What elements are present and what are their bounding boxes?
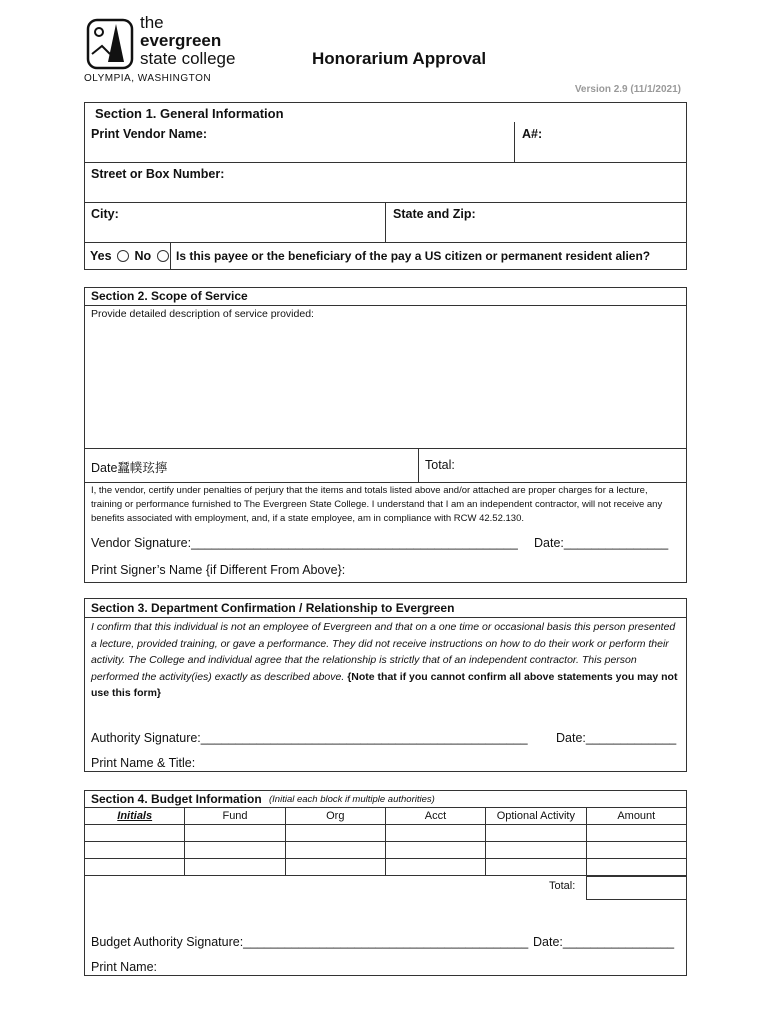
vendor-certification-text: I, the vendor, certify under penalties of perjury that the items and totals listed above and/or attached are proper charges for a lecture, training or performance furnished to The Evergreen State College. I understand that I am an independent contractor, will not receive any benefits associated with employment, and, if a state employee, am in compliance with RCW 42.52.130. bbox=[91, 485, 663, 524]
yes-radio[interactable] bbox=[117, 250, 129, 262]
no-label: No bbox=[134, 249, 152, 263]
org-cell[interactable] bbox=[285, 842, 385, 859]
column-header-org: Org bbox=[285, 808, 385, 825]
initials-cell[interactable] bbox=[85, 842, 185, 859]
amount-cell[interactable] bbox=[586, 825, 686, 842]
divider bbox=[84, 305, 687, 306]
table-row bbox=[85, 825, 687, 842]
section-1-title: Section 1. General Information bbox=[95, 106, 284, 121]
table-row bbox=[85, 859, 687, 876]
budget-signature-label: Budget Authority Signature:_________________________________________ bbox=[91, 935, 529, 949]
acct-cell[interactable] bbox=[385, 825, 485, 842]
column-header-fund: Fund bbox=[185, 808, 285, 825]
signer-name-label: Print Signer’s Name {if Different From Above}: bbox=[91, 563, 346, 577]
state-zip-field[interactable] bbox=[390, 220, 682, 240]
city-label: City: bbox=[91, 207, 119, 221]
logo-state-college: state college bbox=[140, 49, 236, 68]
version-label: Version 2.9 (11/1/2021) bbox=[574, 84, 681, 95]
divider bbox=[84, 242, 687, 243]
description-label: Provide detailed description of service provided: bbox=[91, 308, 314, 320]
no-radio[interactable] bbox=[157, 250, 169, 262]
optional-activity-cell[interactable] bbox=[486, 842, 586, 859]
confirmation-body: I confirm that this individual is not an employee of Evergreen and that on a one time or occasional basis this person presented a lecture, provided training, or gave a performance. They did not receive instructions on how to do their work or perform their activity. The College and individual agree that the relationship is strictly that of an independent contractor. This person performed the activity(ies) exactly as described above. bbox=[91, 621, 676, 683]
divider bbox=[385, 202, 386, 242]
section-4-subtitle: (Initial each block if multiple authorities) bbox=[269, 794, 435, 805]
street-field[interactable] bbox=[88, 182, 682, 200]
column-header-acct: Acct bbox=[385, 808, 485, 825]
divider bbox=[84, 482, 687, 483]
yes-label: Yes bbox=[90, 249, 112, 263]
budget-date-label: Date:________________ bbox=[533, 935, 675, 949]
section-4-title: Section 4. Budget Information bbox=[91, 792, 262, 806]
optional-activity-cell[interactable] bbox=[486, 825, 586, 842]
confirmation-note: {Note that if you cannot confirm all above statements you may not use this form} bbox=[91, 670, 678, 699]
total-label: Total: bbox=[425, 458, 455, 472]
column-header-initials: Initials bbox=[85, 808, 185, 825]
vendor-name-field[interactable] bbox=[88, 140, 508, 160]
section-2-title: Section 2. Scope of Service bbox=[91, 289, 248, 303]
section-3-title: Section 3. Department Confirmation / Relationship to Evergreen bbox=[91, 601, 455, 615]
divider bbox=[84, 162, 687, 163]
divider bbox=[514, 122, 515, 162]
acct-cell[interactable] bbox=[385, 842, 485, 859]
confirmation-text bbox=[91, 619, 681, 702]
optional-activity-cell[interactable] bbox=[486, 859, 586, 876]
budget-print-name-field[interactable] bbox=[160, 956, 680, 974]
initials-cell[interactable] bbox=[85, 825, 185, 842]
table-header-row bbox=[85, 808, 687, 825]
org-cell[interactable] bbox=[285, 859, 385, 876]
fund-cell[interactable] bbox=[185, 825, 285, 842]
budget-print-name-label: Print Name: bbox=[91, 960, 157, 974]
service-description-field[interactable] bbox=[88, 324, 686, 448]
city-field[interactable] bbox=[88, 220, 380, 240]
logo-evergreen: evergreen bbox=[140, 31, 222, 50]
page-title: Honorarium Approval bbox=[312, 49, 487, 68]
citizenship-radio-group bbox=[90, 249, 171, 263]
authority-signature-label: Authority Signature:_______________________________________________ bbox=[91, 731, 528, 745]
citizen-question: Is this payee or the beneficiary of the pay a US citizen or permanent resident alien? bbox=[176, 249, 651, 263]
a-number-field[interactable] bbox=[545, 124, 681, 160]
street-label: Street or Box Number: bbox=[91, 167, 225, 181]
budget-total-label: Total: bbox=[549, 880, 576, 892]
acct-cell[interactable] bbox=[385, 859, 485, 876]
print-name-title-field[interactable] bbox=[205, 752, 681, 770]
print-name-title-label: Print Name & Title: bbox=[91, 756, 196, 770]
state-zip-label: State and Zip: bbox=[393, 207, 476, 221]
dates-field[interactable] bbox=[190, 452, 410, 478]
signer-name-field[interactable] bbox=[355, 559, 681, 579]
divider bbox=[170, 242, 171, 270]
org-cell[interactable] bbox=[285, 825, 385, 842]
authority-date-label: Date:_____________ bbox=[556, 731, 677, 745]
column-header-amount: Amount bbox=[586, 808, 686, 825]
table-row bbox=[85, 842, 687, 859]
divider bbox=[418, 448, 419, 482]
column-header-optional-activity: Optional Activity bbox=[486, 808, 586, 825]
vendor-name-label: Print Vendor Name: bbox=[91, 127, 207, 141]
divider bbox=[84, 448, 687, 449]
divider bbox=[84, 617, 687, 618]
logo-location: OLYMPIA, WASHINGTON bbox=[84, 73, 212, 84]
amount-cell[interactable] bbox=[586, 859, 686, 876]
a-number-label: A#: bbox=[522, 127, 543, 141]
fund-cell[interactable] bbox=[185, 859, 285, 876]
vendor-date-label: Date:_______________ bbox=[534, 536, 669, 550]
dates-label: Date蠶幞玹擰 bbox=[91, 461, 168, 475]
evergreen-tree-logo-icon bbox=[86, 18, 134, 70]
budget-table bbox=[84, 807, 687, 876]
initials-cell[interactable] bbox=[85, 859, 185, 876]
total-field[interactable] bbox=[470, 452, 680, 478]
vendor-signature-label: Vendor Signature:_______________________________________________ bbox=[91, 536, 518, 550]
budget-total-field[interactable] bbox=[586, 876, 687, 900]
fund-cell[interactable] bbox=[185, 842, 285, 859]
amount-cell[interactable] bbox=[586, 842, 686, 859]
logo-the: the bbox=[140, 13, 164, 32]
